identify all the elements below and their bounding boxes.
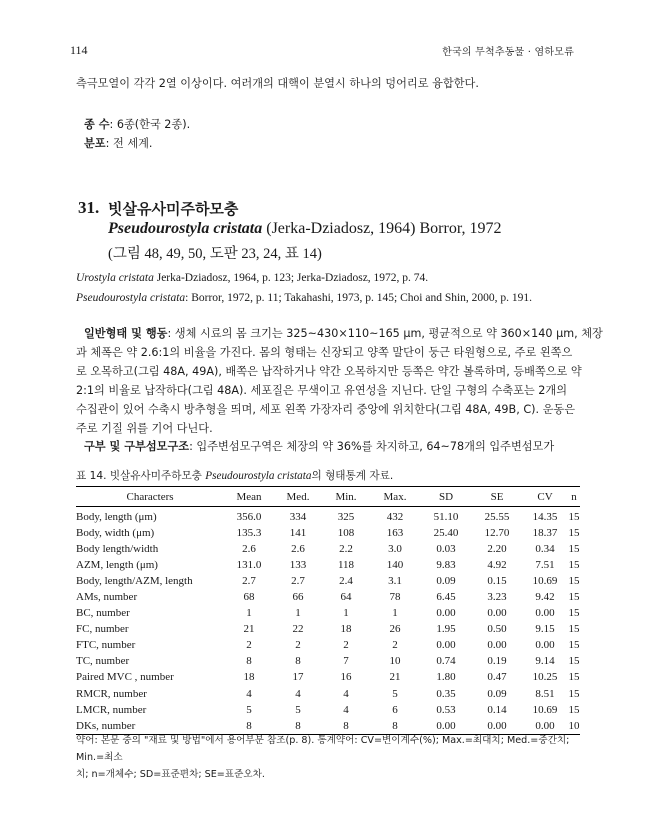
table-cell: 15 bbox=[568, 607, 580, 620]
table-cell: 140 bbox=[386, 559, 404, 572]
description-line-4: 2:1의 비율로 납작하다(그림 48A). 세포질은 무색이고 유연성을 지닌다. 단일 구형의 수축포는 2개의 bbox=[76, 384, 568, 397]
table-cell: 0.35 bbox=[436, 687, 456, 700]
row-label-cell: FC, number bbox=[76, 623, 129, 636]
column-header: Characters bbox=[76, 487, 224, 507]
page-header bbox=[70, 43, 574, 59]
buccal-label: 구부 및 구부섬모구조 bbox=[84, 440, 190, 453]
table-cell: 4 bbox=[343, 687, 349, 700]
table-cell: 0.00 bbox=[487, 639, 507, 652]
table-cell: 334 bbox=[289, 511, 307, 524]
column-header: CV bbox=[522, 487, 568, 507]
table-footnote bbox=[76, 732, 574, 783]
table-cell: 131.0 bbox=[236, 559, 262, 572]
column-header: Min. bbox=[322, 487, 370, 507]
description-line-6: 주로 기질 위를 기어 다닌다. bbox=[76, 422, 213, 435]
table-cell: 15 bbox=[568, 703, 580, 716]
table-cell: 2 bbox=[246, 639, 252, 652]
species-count-value: : 6종(한국 2종). bbox=[109, 118, 191, 131]
column-header: SD bbox=[420, 487, 472, 507]
synonym-line-2 bbox=[76, 292, 532, 304]
footnote-line: 치; n=개체수; SD=표준편차; SE=표준오차. bbox=[76, 769, 265, 780]
synonym-line-1 bbox=[76, 272, 428, 284]
buccal-line bbox=[84, 438, 574, 454]
table-row bbox=[76, 653, 580, 669]
distribution-value: : 전 세계. bbox=[105, 137, 153, 150]
table-cell: 0.00 bbox=[420, 718, 472, 735]
table-cell: 18 bbox=[340, 623, 352, 636]
row-label-cell: BC, number bbox=[76, 607, 130, 620]
synonym-name: Urostyla cristata bbox=[76, 272, 154, 284]
table-cell: 9.42 bbox=[535, 591, 555, 604]
table-cell: 66 bbox=[292, 591, 304, 604]
row-label-cell: Body length/width bbox=[76, 543, 159, 556]
column-header: SE bbox=[472, 487, 522, 507]
table-cell: 1 bbox=[392, 607, 398, 620]
table-row bbox=[76, 589, 580, 605]
table-cell: 2.2 bbox=[339, 543, 353, 556]
row-label-cell: RMCR, number bbox=[76, 687, 147, 700]
description-line-1 bbox=[84, 325, 603, 341]
scientific-name-italic: Pseudourostyla cristata bbox=[108, 220, 263, 237]
table-row bbox=[76, 573, 580, 589]
table-cell: 8 bbox=[246, 655, 252, 668]
table-cell: 0.15 bbox=[487, 575, 507, 588]
table-cell: 1.80 bbox=[436, 671, 456, 684]
table-cell: 10.69 bbox=[532, 575, 558, 588]
intro-line: 측극모열이 각각 2열 이상이다. 여러개의 대핵이 분열시 하나의 덩어리로 융합한다. bbox=[76, 77, 479, 90]
table-cell: 6.45 bbox=[436, 591, 456, 604]
species-figure-refs: (그림 48, 49, 50, 도판 23, 24, 표 14) bbox=[108, 246, 322, 262]
table-cell: 8 bbox=[274, 718, 322, 735]
table-cell: 0.53 bbox=[436, 703, 456, 716]
table-cell: 0.00 bbox=[487, 607, 507, 620]
table-cell: 21 bbox=[389, 671, 401, 684]
table-cell: 68 bbox=[243, 591, 255, 604]
table-cell: 0.03 bbox=[436, 543, 456, 556]
species-korean-name: 빗살유사미주하모충 bbox=[108, 200, 239, 218]
table-cell: 22 bbox=[292, 623, 304, 636]
table-cell: 0.00 bbox=[535, 607, 555, 620]
table-cell: 118 bbox=[337, 559, 355, 572]
table-cell: 135.3 bbox=[236, 527, 262, 540]
table-cell: 2.7 bbox=[291, 575, 305, 588]
table-cell: 133 bbox=[289, 559, 307, 572]
table-cell: 10 bbox=[389, 655, 401, 668]
row-label-cell: Body, length (μm) bbox=[76, 511, 157, 524]
footnote-line: 약어: 본문 중의 "재료 및 방법"에서 용어부분 참조(p. 8). 통계약어: CV=변이계수(%); Max.=최대치; Med.=중간치; Min.=최소 bbox=[76, 735, 570, 763]
table-cell: 51.10 bbox=[433, 511, 459, 524]
row-label-cell: LMCR, number bbox=[76, 703, 147, 716]
table-row bbox=[76, 686, 580, 702]
table-cell: 108 bbox=[337, 527, 355, 540]
row-label-cell: Paired MVC , number bbox=[76, 671, 174, 684]
description-line-3: 로 오목하고(그림 48A, 49A), 배쪽은 납작하거나 약간 오목하지만 등쪽은 약간 볼록하며, 등배쪽으로 약 bbox=[76, 365, 582, 378]
table-cell: 3.23 bbox=[487, 591, 507, 604]
table-cell: 8 bbox=[295, 655, 301, 668]
table-cell: 5 bbox=[246, 703, 252, 716]
table-cell: 3.1 bbox=[388, 575, 402, 588]
synonym-citation: : Borror, 1972, p. 11; Takahashi, 1973, p. 145; Choi and Shin, 2000, p. 191. bbox=[185, 292, 533, 304]
table-cell: 0.47 bbox=[487, 671, 507, 684]
table-cell: 141 bbox=[289, 527, 307, 540]
row-label-cell: FTC, number bbox=[76, 639, 136, 652]
table-cell: 18 bbox=[243, 671, 255, 684]
table-cell: 9.83 bbox=[436, 559, 456, 572]
synonym-citation: Jerka-Dziadosz, 1964, p. 123; Jerka-Dziadosz, 1972, p. 74. bbox=[153, 272, 429, 284]
species-count bbox=[84, 116, 574, 132]
table-cell: 356.0 bbox=[236, 511, 262, 524]
distribution-label: 분포 bbox=[84, 137, 106, 150]
table-cell: 3.0 bbox=[388, 543, 402, 556]
table-cell: 0.19 bbox=[487, 655, 507, 668]
table-cell: 2.7 bbox=[242, 575, 256, 588]
column-header: Mean bbox=[224, 487, 274, 507]
general-morphology-label: 일반형태 및 행동 bbox=[84, 327, 168, 340]
table-cell: 15 bbox=[568, 559, 580, 572]
table-cell: 15 bbox=[568, 655, 580, 668]
table-cell: 2.4 bbox=[339, 575, 353, 588]
table-cell: 0.00 bbox=[472, 718, 522, 735]
table-row bbox=[76, 669, 580, 685]
table-row bbox=[76, 702, 580, 718]
table-cell: 1 bbox=[343, 607, 349, 620]
table-cell: 8 bbox=[224, 718, 274, 735]
caption-suffix: 의 형태통계 자료. bbox=[311, 470, 394, 482]
table-cell: 0.00 bbox=[436, 607, 456, 620]
species-authority: (Jerka-Dziadosz, 1964) Borror, 1972 bbox=[262, 220, 502, 237]
table-cell: 15 bbox=[568, 687, 580, 700]
running-title: 한국의 무척추동물 · 염하모류 bbox=[442, 47, 574, 58]
table-cell: 78 bbox=[389, 591, 401, 604]
table-cell: 163 bbox=[386, 527, 404, 540]
table-row bbox=[76, 557, 580, 573]
table-cell: 16 bbox=[340, 671, 352, 684]
table-cell: 9.15 bbox=[535, 623, 555, 636]
table-cell: 8 bbox=[370, 718, 420, 735]
table-cell: 0.00 bbox=[522, 718, 568, 735]
table-cell: 8.51 bbox=[535, 687, 555, 700]
table-cell: 432 bbox=[386, 511, 404, 524]
table-cell: 0.34 bbox=[535, 543, 555, 556]
table-cell: 1.95 bbox=[436, 623, 456, 636]
table-cell: 25.40 bbox=[433, 527, 459, 540]
table-cell: 4 bbox=[343, 703, 349, 716]
table-cell: 7.51 bbox=[535, 559, 555, 572]
row-label-cell: TC, number bbox=[76, 655, 130, 668]
table-cell: 0.09 bbox=[487, 687, 507, 700]
table-cell: 0.09 bbox=[436, 575, 456, 588]
morphometric-table bbox=[76, 486, 580, 735]
row-label-cell: DKs, number bbox=[76, 718, 224, 735]
table-cell: 4.92 bbox=[487, 559, 507, 572]
table-cell: 9.14 bbox=[535, 655, 555, 668]
table-cell: 2.20 bbox=[487, 543, 507, 556]
table-row bbox=[76, 525, 580, 541]
table-cell: 14.35 bbox=[532, 511, 558, 524]
table-row bbox=[76, 605, 580, 621]
table-cell: 15 bbox=[568, 575, 580, 588]
table-cell: 0.50 bbox=[487, 623, 507, 636]
description-text: : 생체 시료의 몸 크기는 325~430×110~165 μm, 평균적으로 약 360×140 μm, 체장 bbox=[167, 327, 603, 340]
table-cell: 4 bbox=[246, 687, 252, 700]
table-cell: 4 bbox=[295, 687, 301, 700]
synonym-name: Pseudourostyla cristata bbox=[76, 292, 186, 304]
table-header-row bbox=[76, 487, 580, 507]
table-cell: 2.6 bbox=[291, 543, 305, 556]
table-cell: 21 bbox=[243, 623, 255, 636]
table-cell: 10.69 bbox=[532, 703, 558, 716]
distribution bbox=[84, 135, 574, 151]
row-label-cell: AMs, number bbox=[76, 591, 138, 604]
table-cell: 2.6 bbox=[242, 543, 256, 556]
buccal-text: : 입주변섬모구역은 체장의 약 36%를 차지하고, 64~78개의 입주변섬모가 bbox=[189, 440, 555, 453]
column-header: Max. bbox=[370, 487, 420, 507]
table-row bbox=[76, 621, 580, 637]
table-cell: 1 bbox=[295, 607, 301, 620]
table-cell: 15 bbox=[568, 639, 580, 652]
table-cell: 15 bbox=[568, 591, 580, 604]
table-row bbox=[76, 541, 580, 557]
table-cell: 6 bbox=[392, 703, 398, 716]
table-cell: 7 bbox=[343, 655, 349, 668]
caption-prefix: 표 14. 빗살유사미주하모충 bbox=[76, 470, 206, 482]
table-cell: 64 bbox=[340, 591, 352, 604]
table-cell: 2 bbox=[343, 639, 349, 652]
table-cell: 12.70 bbox=[484, 527, 510, 540]
column-header: n bbox=[568, 487, 580, 507]
page-number: 114 bbox=[70, 43, 88, 57]
table-cell: 15 bbox=[568, 543, 580, 556]
table-cell: 5 bbox=[392, 687, 398, 700]
table-cell: 2 bbox=[392, 639, 398, 652]
row-label-cell: Body, width (μm) bbox=[76, 527, 155, 540]
table-cell: 15 bbox=[568, 671, 580, 684]
table-row bbox=[76, 637, 580, 653]
table-cell: 0.14 bbox=[487, 703, 507, 716]
row-label-cell: AZM, length (μm) bbox=[76, 559, 158, 572]
table-cell: 17 bbox=[292, 671, 304, 684]
table-cell: 15 bbox=[568, 511, 580, 524]
table-cell: 10.25 bbox=[532, 671, 558, 684]
table-cell: 15 bbox=[568, 623, 580, 636]
table-cell: 10 bbox=[568, 718, 580, 735]
table-cell: 0.00 bbox=[535, 639, 555, 652]
description-line-2: 과 체폭은 약 2.6:1의 비율을 가진다. 몸의 형태는 신장되고 양쪽 말단이 둥근 타원형으로, 주로 왼쪽으 bbox=[76, 346, 573, 359]
table-cell: 18.37 bbox=[532, 527, 558, 540]
species-scientific-name bbox=[108, 220, 502, 238]
table-caption bbox=[76, 468, 393, 483]
table-cell: 25.55 bbox=[484, 511, 510, 524]
species-count-label: 종 수 bbox=[84, 118, 110, 131]
table-cell: 15 bbox=[568, 527, 580, 540]
table-cell: 5 bbox=[295, 703, 301, 716]
description-line-5: 수집관이 있어 수축시 방추형을 띄며, 세포 왼쪽 가장자리 중앙에 위치한다(그림 48A, 49B, C). 운동은 bbox=[76, 403, 576, 416]
table-cell: 8 bbox=[322, 718, 370, 735]
table-cell: 325 bbox=[337, 511, 355, 524]
caption-italic: Pseudourostyla cristata bbox=[205, 470, 312, 482]
table-cell: 0.74 bbox=[436, 655, 456, 668]
column-header: Med. bbox=[274, 487, 322, 507]
table-row bbox=[76, 507, 580, 526]
species-number: 31. bbox=[78, 198, 100, 217]
row-label-cell: Body, length/AZM, length bbox=[76, 575, 193, 588]
table-cell: 2 bbox=[295, 639, 301, 652]
table-body bbox=[76, 507, 580, 735]
table-cell: 1 bbox=[246, 607, 252, 620]
table-cell: 0.00 bbox=[436, 639, 456, 652]
table-cell: 26 bbox=[389, 623, 401, 636]
